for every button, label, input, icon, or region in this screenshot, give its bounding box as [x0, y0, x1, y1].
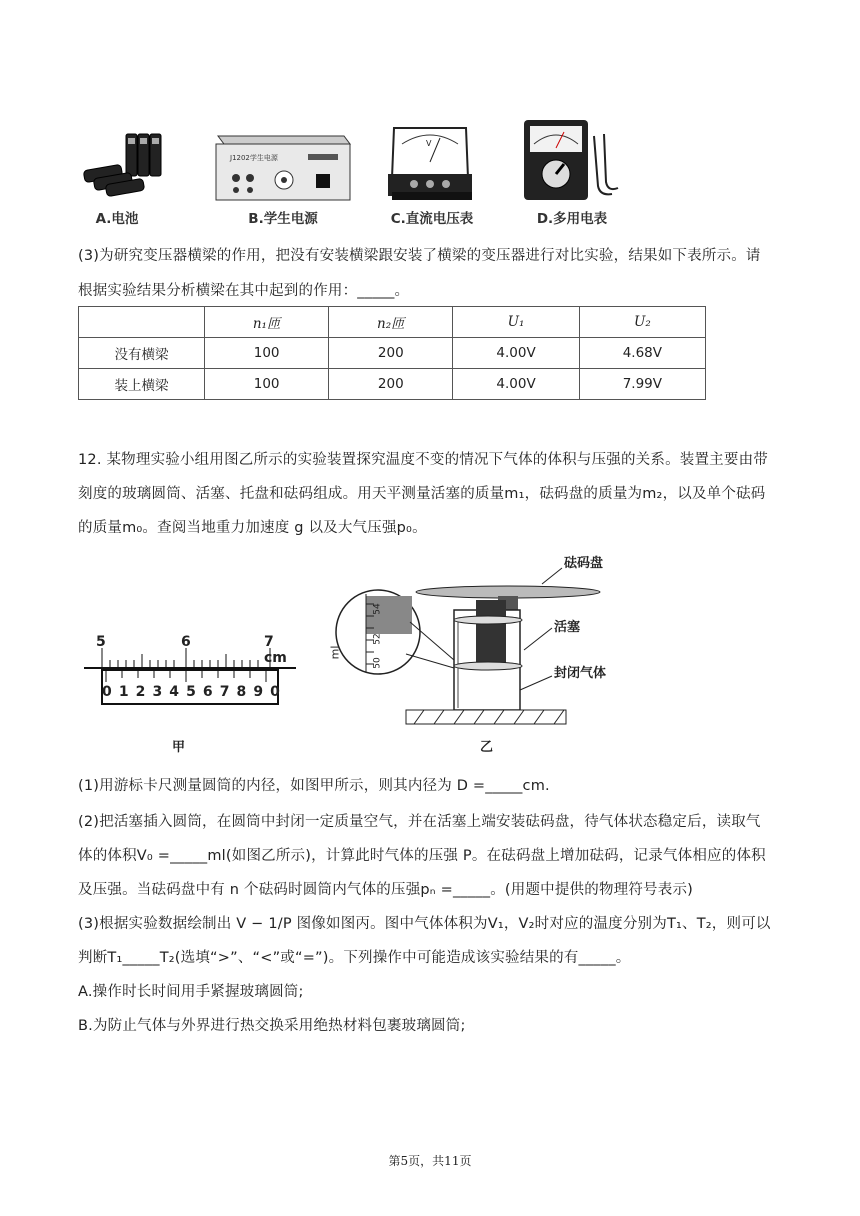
table-cell: 4.00V	[453, 369, 579, 400]
table-header-cell	[79, 307, 205, 338]
vernier-digit: 0	[102, 684, 112, 700]
table-header-cell: n₁匝	[205, 307, 329, 338]
q3-line2: 根据实验结果分析横梁在其中起到的作用：_____。	[78, 283, 410, 299]
battery-picture	[80, 128, 172, 202]
caliper-main-5: 5	[96, 634, 106, 650]
label-weight-plate: 砝码盘	[564, 556, 604, 571]
vernier-digits	[102, 684, 280, 700]
table-cell: 200	[329, 338, 453, 369]
power-supply-panel-text: J1202学生电源	[230, 154, 278, 162]
q12-line1: 12. 某物理实验小组用图乙所示的实验装置探究温度不变的情况下气体的体积与压强的关系。装置主要由带	[78, 452, 768, 468]
power-supply-icon	[212, 130, 352, 204]
vernier-digit: 2	[135, 684, 146, 700]
voltmeter-picture	[384, 118, 476, 204]
vernier-digit: 5	[186, 684, 196, 700]
caption-power-supply: B.学生电源	[248, 211, 318, 227]
q3-line1: (3)为研究变压器横梁的作用，把没有安装横梁跟安装了横梁的变压器进行对比实验，结果如下表所示。请	[78, 248, 761, 264]
scale-unit: ml	[328, 645, 342, 660]
voltmeter-icon	[384, 118, 476, 204]
vernier-digit: 4	[169, 684, 179, 700]
sub-q2-line3: 及压强。当砝码盘中有 n 个砝码时圆筒内气体的压强pₙ =_____。(用题中提供的物理符号表示)	[78, 882, 694, 898]
page-footer: 第5页，共11页	[388, 1154, 472, 1168]
vernier-caliper-figure	[80, 634, 300, 714]
vernier-digit: 3	[152, 684, 163, 700]
vernier-digit: 9	[253, 684, 264, 700]
label-piston: 活塞	[554, 620, 581, 635]
apparatus-figure	[330, 550, 640, 730]
multimeter-icon	[520, 116, 624, 204]
figure-label-jia: 甲	[172, 740, 186, 755]
battery-icon	[80, 128, 172, 202]
caption-voltmeter: C.直流电压表	[390, 211, 474, 227]
scale-54: 54	[372, 603, 383, 615]
vernier-digit: 8	[236, 684, 247, 700]
table-header-cell: U₁	[453, 307, 579, 338]
q12-line2: 刻度的玻璃圆筒、活塞、托盘和砝码组成。用天平测量活塞的质量m₁，砝码盘的质量为m₂，以及单个砝码	[78, 486, 766, 502]
table-cell: 100	[205, 369, 329, 400]
table-header-cell: n₂匝	[329, 307, 453, 338]
q12-line3: 的质量m₀。查阅当地重力加速度 g 以及大气压强p₀。	[78, 520, 427, 536]
caliper-main-6: 6	[181, 634, 191, 650]
multimeter-picture	[520, 116, 624, 204]
table-cell: 没有横梁	[79, 338, 205, 369]
table-cell: 4.00V	[453, 338, 579, 369]
option-b: B.为防止气体与外界进行热交换采用绝热材料包裹玻璃圆筒;	[78, 1018, 466, 1034]
table-header-cell: U₂	[579, 307, 705, 338]
scale-52: 52	[372, 633, 383, 645]
option-a: A.操作时长时间用手紧握玻璃圆筒;	[78, 984, 304, 1000]
label-sealed-gas: 封闭气体	[554, 666, 607, 681]
table-cell: 100	[205, 338, 329, 369]
figure-label-yi: 乙	[480, 740, 494, 755]
table-cell: 7.99V	[579, 369, 705, 400]
caption-battery: A.电池	[95, 211, 139, 227]
sub-q2-line1: (2)把活塞插入圆筒，在圆筒中封闭一定质量空气，并在活塞上端安装砝码盘，待气体状态稳定后，读取气	[78, 814, 761, 830]
voltmeter-symbol: V	[426, 139, 432, 148]
table-cell: 200	[329, 369, 453, 400]
sub-q1: (1)用游标卡尺测量圆筒的内径，如图甲所示，则其内径为 D =_____cm.	[78, 778, 550, 794]
vernier-digit: 7	[219, 684, 230, 700]
caliper-main-7: 7 cm	[264, 634, 287, 666]
caption-multimeter: D.多用电表	[536, 211, 608, 227]
table-row	[79, 369, 706, 400]
power-supply-picture	[212, 130, 352, 204]
table-header-row	[79, 307, 706, 338]
sub-q3-line2: 判断T₁_____T₂(选填“>”、“<”或“=”)。下列操作中可能造成该实验结果的有_____。	[78, 950, 631, 966]
table-row	[79, 338, 706, 369]
results-table	[78, 306, 706, 400]
vernier-digit: 1	[118, 684, 129, 700]
table-cell: 装上横梁	[79, 369, 205, 400]
sub-q3-line1: (3)根据实验数据绘制出 V − 1/P 图像如图丙。图中气体体积为V₁，V₂时对应的温度分别为T₁、T₂，则可以	[78, 916, 771, 932]
scale-50: 50	[372, 657, 383, 669]
table-cell: 4.68V	[579, 338, 705, 369]
vernier-digit: 0	[270, 684, 280, 700]
sub-q2-line2: 体的体积V₀ =_____ml(如图乙所示)，计算此时气体的压强 P。在砝码盘上增加砝码，记录气体相应的体积	[78, 848, 766, 864]
vernier-digit: 6	[202, 684, 213, 700]
